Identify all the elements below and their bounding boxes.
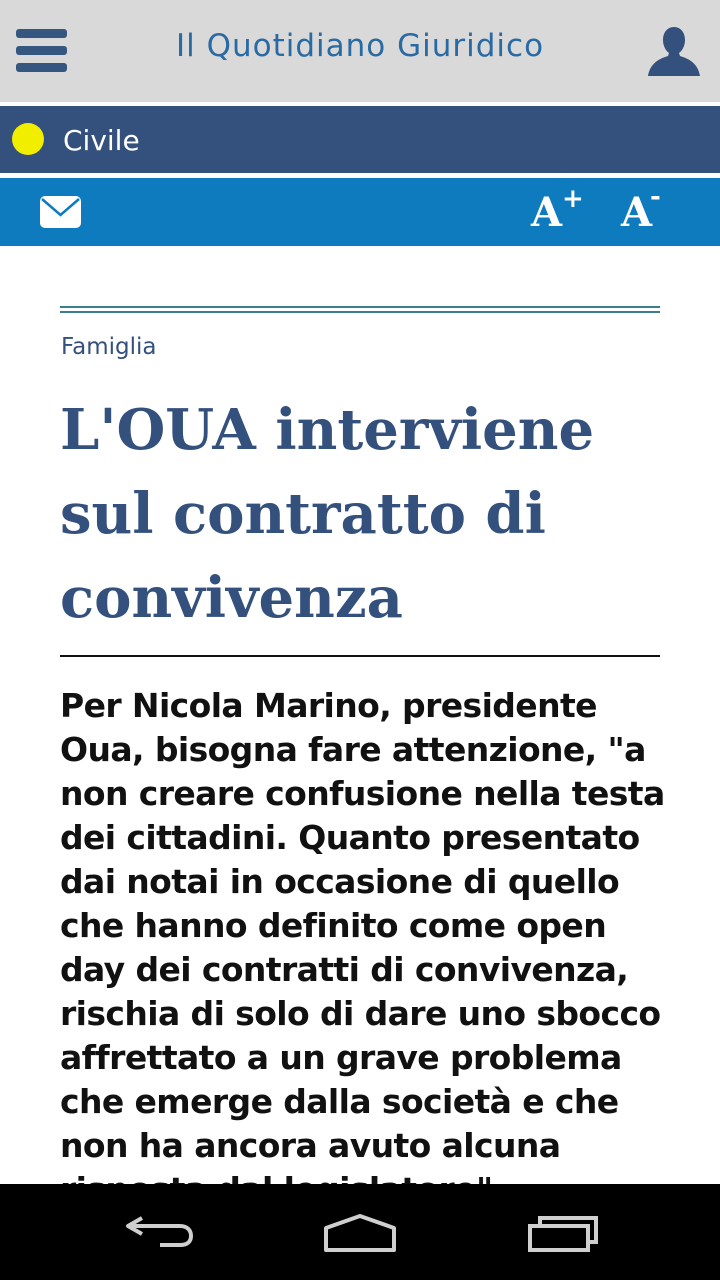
article-top-rule <box>60 306 660 313</box>
font-decrease-button[interactable] <box>621 182 671 238</box>
font-decrease-letter: A <box>621 189 653 236</box>
mail-icon[interactable] <box>40 196 81 228</box>
recent-apps-icon[interactable] <box>524 1206 604 1258</box>
menu-bar <box>16 63 67 72</box>
menu-bar <box>16 46 67 55</box>
back-icon[interactable] <box>120 1206 200 1258</box>
article-category: Famiglia <box>61 334 157 360</box>
menu-bar <box>16 29 67 38</box>
user-icon[interactable] <box>646 24 702 78</box>
menu-icon[interactable] <box>16 29 67 73</box>
font-increase-sign: + <box>562 184 584 214</box>
home-icon[interactable] <box>320 1206 400 1258</box>
font-decrease-sign: - <box>650 182 661 212</box>
app-title: Il Quotidiano Giuridico <box>175 28 545 64</box>
article-body <box>60 684 680 1184</box>
font-increase-letter: A <box>531 189 563 236</box>
article-lead: Per Nicola Marino, presidente Oua, bisogna fare attenzione, "a non creare confusione nella testa dei cittadini. Quanto presentato dai notai in occasione di quello che hanno definito come open day dei contratti di convivenza, rischia di solo di dare uno sbocco affrettato a un grave problema che emerge dalla società e che non ha ancora avuto alcuna <box>60 686 665 1165</box>
article-title: L'OUA interviene sul contratto di convivenza <box>60 397 595 631</box>
article-toolbar <box>0 178 720 246</box>
font-increase-button[interactable] <box>531 184 587 238</box>
section-label: Civile <box>63 124 140 157</box>
title-divider <box>60 655 660 657</box>
section-color-dot <box>12 123 44 155</box>
